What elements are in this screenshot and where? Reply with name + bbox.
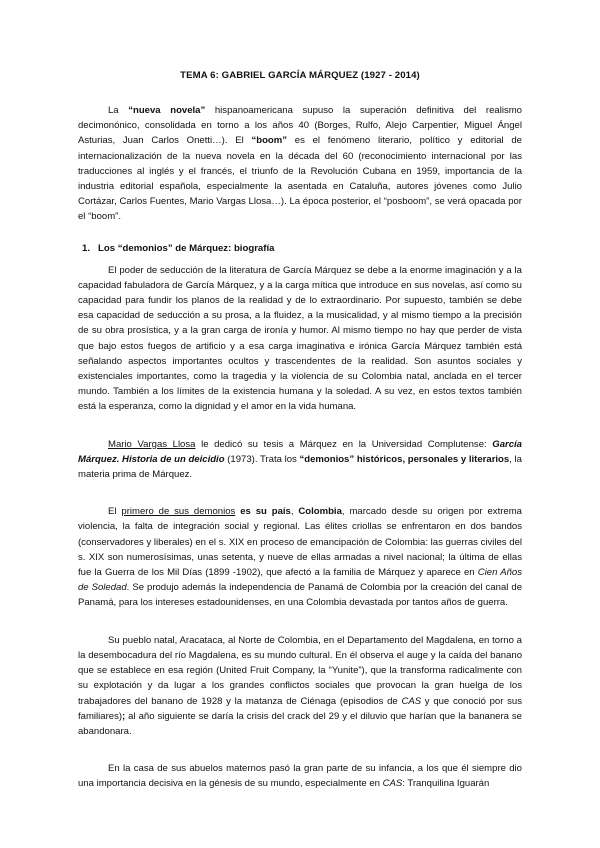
paragraph-primer-demonio: [78, 504, 522, 610]
section-heading-post: de Márquez: biografía: [172, 242, 275, 254]
paragraph-poder-seduccion: El poder de seducción de la literatura de García Márquez se debe a la enorme imaginación y a la capacidad fabuladora de García Márquez, y a la carga mítica que introduce en sus novelas, así como su capacidad para fundir los planos de la realidad y de lo extraordinario. Por supuesto, también se debe esa capacidad de seducción a su prosa, a la fluidez, a la musicalidad, y al mismo tiempo a la precisión de su obra prosística, y a la gran carga de ironía y humor. Al mismo tiempo no hay que perder de vista que bajo estos fuegos de artificio y a esa carga imaginativa e irónica García Márquez también está señalando aspectos importantes ocultos y trascendentes de la realidad. Son asuntos sociales y existenciales importantes, como la tragedia y la violencia de su Colombia natal, anclada en el tercer mundo. También a los límites de la existencia humana y la soledad. A su vez, en estos textos también está la esperanza, como la dignidad y el amor en la vida humana.: [78, 264, 522, 413]
p2-text-1: le dedicó su tesis a Márquez en la Universidad Complutense:: [195, 438, 493, 450]
section-heading-quoted: “demonios”: [117, 242, 173, 254]
p3-text-4: . Se produjo además la independencia de Panamá de Colombia por la creación del canal de Panamá, para los intereses estadounidenses, en una Colombia devastada por tantos años de guerra.: [78, 582, 523, 609]
p3-bold-colombia: Colombia: [298, 506, 342, 518]
p2-text-2: (1973). Trata los: [224, 453, 300, 465]
p2-text-3: , la materia prima de Márquez.: [78, 453, 522, 481]
intro-text-1: La: [108, 105, 129, 116]
section-number: 1.: [82, 242, 91, 254]
intro-bold-boom: “boom”: [251, 135, 288, 147]
italic-cien-anos: Cien Años de Soledad: [78, 567, 522, 594]
p5-text-2: : Tranquilina Iguarán: [402, 778, 490, 790]
section-heading-1: [82, 243, 522, 254]
p3-text-1: El: [108, 506, 122, 518]
intro-paragraph: [78, 103, 522, 225]
p3-bold-su-pais: es su país: [235, 506, 291, 518]
italic-cas-2: CAS: [382, 778, 403, 790]
p5-text-1: En la casa de sus abuelos maternos pasó la gran parte de su infancia, a los que él siempre dio una importancia decisiva en la génesis de su mundo, especialmente en: [78, 763, 522, 790]
bold-italic-book-title: García Márquez. Historia de un deicidio: [78, 438, 522, 465]
paragraph-vargas-llosa: [78, 437, 522, 483]
underlined-primero-demonios: primero de sus demonios: [121, 506, 236, 518]
intro-text-2: hispanoamericana supuso la superación definitiva del realismo decimonónico, consolidada en torno a los años 40 (Borges, Rulfo, Alejo Carpentier, Miguel Ángel Asturias, Juan Carlos Onetti…). El: [78, 105, 522, 147]
p4-text-3: al año siguiente se daría la crisis del crack del 29 y el diluvio que harían que la bananera se abandonara.: [78, 710, 522, 737]
intro-text-3: es el fenómeno literario, político y editorial de internacionalización de la nueva novela en la década del 60 (reconocimiento internacional por las traducciones al inglés y el francés, el triunfo de la Revolución Cubana en 1959, importancia de la industria editorial española, especialmente la asentada en Cataluña, autores jóvenes como Julio Cortázar, Carlos Fuentes, Mario Vargas Llosa…). La época posterior, el “posboom”, se verá opacada por el “boom”.: [78, 135, 522, 223]
intro-bold-nueva-novela: “nueva novela”: [128, 105, 206, 116]
p3-text-3: , marcado desde su origen por extrema violencia, la falta de integración social y regional. Las élites criollas se enfrentaron en dos bandos (conservadores y liberales) en el s. XIX en proceso de emancipación de Colombia: las guerras civiles del s. XIX son numerosísimas, unas setenta, y nueve de ellas armadas a nivel nacional; la última de ellas fue la Guerra de los Mil Días (1899 -1902), que afectó a la familia de Márquez y aparece en: [78, 506, 522, 579]
underlined-vargas-llosa: Mario Vargas Llosa: [108, 438, 196, 450]
p4-bold-semicolon: ;: [122, 710, 126, 722]
p4-text-2: y que conoció por sus familiares): [78, 695, 522, 722]
document-title: TEMA 6: GABRIEL GARCÍA MÁRQUEZ (1927 - 2014): [180, 70, 420, 81]
p4-text-1: Su pueblo natal, Aracataca, al Norte de Colombia, en el Departamento del Magdalena, en torno a la desembocadura del río Magdalena, es su mundo cultural. En él observa el auge y la caída del banano que se establece en esa región (United Fruit Company, la “Yunite”), que la transforma radicalmente con su explotación y da lugar a los grandes conflictos sociales que provocan la gran huelga de los trabajadores del banano de 1928 y la matanza de Ciénaga (episodios de: [78, 634, 522, 707]
paragraph-aracataca: [78, 633, 522, 739]
paragraph-abuelos: [78, 761, 522, 791]
p3-text-2: ,: [290, 506, 299, 518]
section-heading-pre: Los: [98, 242, 118, 254]
p2-bold-demonios: “demonios” históricos, personales y literarios: [299, 453, 510, 465]
italic-cas: CAS: [401, 695, 422, 707]
